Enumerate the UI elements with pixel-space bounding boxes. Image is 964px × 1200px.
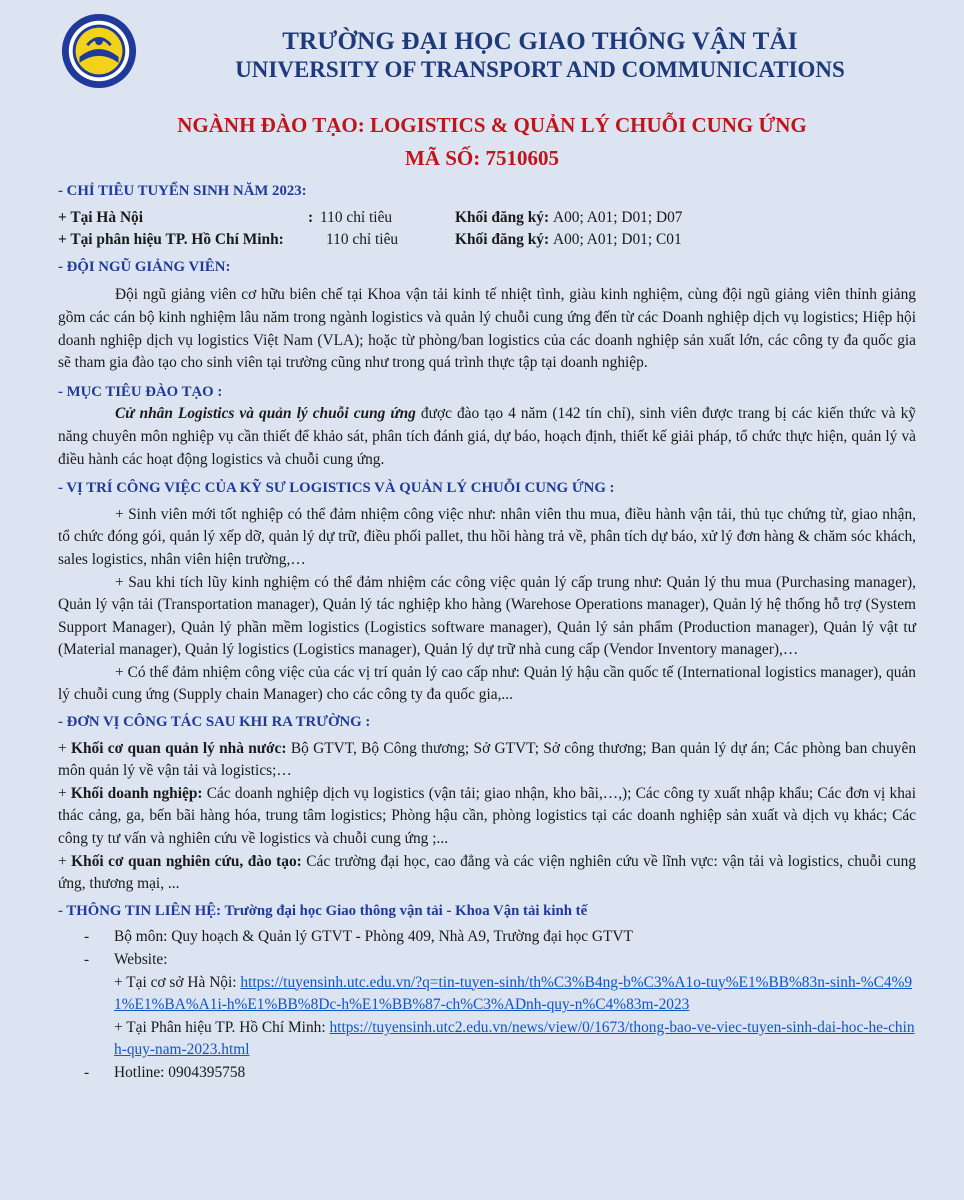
workplace-government-label: Khối cơ quan quản lý nhà nước: bbox=[71, 739, 287, 757]
bullet-dash: - bbox=[84, 951, 90, 968]
workplace-business bbox=[58, 783, 916, 851]
workplace-research bbox=[58, 851, 916, 896]
program-title: NGÀNH ĐÀO TẠO: LOGISTICS & QUẢN LÝ CHUỖI CUNG ỨNG bbox=[177, 113, 807, 137]
content bbox=[58, 180, 916, 1085]
quota-hcm-label: + Tại phân hiệu TP. Hồ Chí Minh: bbox=[58, 231, 284, 249]
faculty-text: Đội ngũ giảng viên cơ hữu biên chế tại Khoa vận tải kinh tế nhiệt tình, giàu kinh nghiệm, cùng đội ngũ giảng viên thỉnh giảng gồm các cán bộ kinh nghiệm lâu năm trong ngành logistics và quản lý chuỗi cung ứng đến từ các Doanh nghiệp dịch vụ logistics; Hiệp hội doanh nghiệp dịch vụ logistics Việt Nam (VLA); hoặc từ phòng/ban logistics của các doanh nghiệp sản xuất lớn, các công ty đa quốc gia sẽ tham gia đào tạo cho sinh viên tại trường cũng như trong quá trình thực tập tại doanh nghiệp. bbox=[58, 286, 916, 372]
contact-heading: - THÔNG TIN LIÊN HỆ: Trường đại học Giao thông vận tải - Khoa Vận tải kinh tế bbox=[58, 902, 588, 919]
workplace-research-text: Các trường đại học, cao đẳng và các viện nghiên cứu về lĩnh vực: vận tải và logistics, chuỗi cung ứng, thương mại, ... bbox=[58, 852, 916, 893]
objective-lead: Cử nhân Logistics và quản lý chuỗi cung ứng bbox=[115, 405, 416, 423]
workplace-business-label: Khối doanh nghiệp: bbox=[70, 784, 203, 802]
jobs-mid-level: + Sau khi tích lũy kinh nghiệm có thể đảm nhiệm các công việc quản lý cấp trung như: Quản lý thu mua (Purchasing manager), Quản lý vận tải (Transportation manager), Quản lý tác nghiệp kho hàng (Warehose Operations manager), Quản lý hệ thống hỗ trợ (System Support Manager), Quản lý phần mềm logistics (Logistics software manager), Quản lý sản phẩm (Production manager), Quản lý vật tư (Material manager), Quản lý logistics (Logistics manager), Quản lý dự trữ nhà cung cấp (Vendor Inventory manager),… bbox=[58, 573, 916, 659]
quota-hanoi-block-value: A00; A01; D01; D07 bbox=[552, 208, 683, 226]
contact-dept-item bbox=[58, 926, 916, 949]
objective-heading: - MỤC TIÊU ĐÀO TẠO : bbox=[58, 383, 223, 400]
workplace-business-text: Các doanh nghiệp dịch vụ logistics (vận tải; giao nhận, kho bãi,…,); Các công ty xuất nhập khẩu; Các đơn vị khai thác cảng, ga, bến bãi hàng hóa, trung tâm logistics; Phòng hậu cần, phòng logistics tại các doanh nghiệp sản xuất và dịch vụ khác; Các công ty tư vấn và nghiên cứu về logistics và chuỗi cung ứng ;... bbox=[58, 784, 917, 848]
contact-hanoi-line bbox=[58, 972, 916, 1017]
contact-hanoi-label: + Tại cơ sở Hà Nội: bbox=[114, 973, 241, 991]
quota-hanoi-label: + Tại Hà Nội bbox=[58, 208, 144, 226]
contact-hcm-label: + Tại Phân hiệu TP. Hồ Chí Minh: bbox=[114, 1018, 330, 1036]
contact-dept: Bộ môn: Quy hoạch & Quản lý GTVT - Phòng 409, Nhà A9, Trường đại học GTVT bbox=[114, 928, 633, 946]
bullet-dash: - bbox=[84, 1063, 90, 1081]
quota-hanoi-value: 110 chỉ tiêu bbox=[320, 208, 393, 226]
objective-paragraph bbox=[58, 403, 916, 471]
quota-hanoi-block-label: Khối đăng ký: bbox=[455, 208, 550, 226]
contact-website-item bbox=[58, 949, 916, 972]
bullet-dash: - bbox=[84, 928, 90, 946]
workplaces-heading: - ĐƠN VỊ CÔNG TÁC SAU KHI RA TRƯỜNG : bbox=[58, 714, 371, 731]
school-name-vi: TRƯỜNG ĐẠI HỌC GIAO THÔNG VẬN TẢI bbox=[282, 28, 798, 55]
objective-text: được đào tạo 4 năm (142 tín chỉ), sinh viên được trang bị các kiến thức và kỹ năng chuyên môn nghiệp vụ cần thiết để khảo sát, phân tích đánh giá, dự báo, hoạch định, thiết kế giải pháp, tổ chức thực hiện, quản lý và điều hành các hoạt động logistics và chuỗi cung ứng. bbox=[58, 405, 916, 468]
contact-website-label: Website: bbox=[114, 951, 168, 968]
quota-hcm-row bbox=[58, 229, 916, 252]
quota-hcm-block-label: Khối đăng ký: bbox=[455, 231, 550, 249]
quota-hcm-value: 110 chỉ tiêu bbox=[326, 231, 399, 249]
contact-hotline: Hotline: 0904395758 bbox=[114, 1063, 246, 1081]
university-logo bbox=[60, 12, 138, 90]
contact-hotline-item bbox=[58, 1062, 916, 1085]
jobs-senior-level: + Có thể đảm nhiệm công việc của các vị trí quản lý cao cấp như: Quản lý hậu cần quốc tế (International logistics manager), quản lý chuỗi cung ứng (Supply chain Manager) cho các công ty đa quốc gia,... bbox=[58, 663, 916, 704]
quota-hanoi-row bbox=[58, 207, 916, 230]
faculty-heading: - ĐỘI NGŨ GIẢNG VIÊN: bbox=[58, 258, 231, 275]
workplace-research-prefix: + bbox=[58, 852, 72, 870]
contact-hcm-line bbox=[58, 1017, 916, 1062]
contact-hanoi-link[interactable]: https://tuyensinh.utc.edu.vn/?q=tin-tuyen-sinh/th%C3%B4ng-b%C3%A1o-tuy%E1%BB%83n-sinh-%C4%91%E1%BA%A1i-h%E1%BB%8Dc-h%E1%BB%87-ch%C3%ADnh-quy-n%C4%83m-2023 bbox=[114, 973, 913, 1014]
quota-hcm-block-value: A00; A01; D01; C01 bbox=[552, 231, 682, 249]
contact-hcm-link[interactable]: https://tuyensinh.utc2.edu.vn/news/view/0/1673/thong-bao-ve-viec-tuyen-sinh-dai-hoc-he-chinh-quy-nam-2023.html bbox=[114, 1018, 915, 1059]
workplace-research-label: Khối cơ quan nghiên cứu, đào tạo: bbox=[71, 852, 302, 870]
jobs-entry-level: + Sinh viên mới tốt nghiệp có thể đảm nhiệm công việc như: nhân viên thu mua, điều hành vận tải, thủ tục chứng từ, giao nhận, tổ chức đóng gói, quản lý xếp dỡ, quản lý dự trữ, điều phối pallet, thu hồi hàng trả về, phân tích dự báo, xử lý đơn hàng & chăm sóc khách, sales logistics, nhân viên hiện trường,… bbox=[58, 505, 916, 568]
workplace-government-prefix: + bbox=[58, 739, 71, 757]
workplace-government-text: Bộ GTVT, Bộ Công thương; Sở GTVT; Sở công thương; Ban quản lý dự án; Các phòng ban chuyên môn quản lý về vận tải và logistics;… bbox=[58, 739, 917, 780]
jobs-heading: - VỊ TRÍ CÔNG VIỆC CỦA KỸ SƯ LOGISTICS VÀ QUẢN LÝ CHUỖI CUNG ỨNG : bbox=[58, 480, 615, 497]
quota-heading: - CHỈ TIÊU TUYỂN SINH NĂM 2023: bbox=[58, 183, 307, 199]
workplace-business-prefix: + bbox=[58, 784, 71, 802]
program-code: MÃ SỐ: 7510605 bbox=[405, 146, 559, 170]
quota-hanoi-colon: : bbox=[308, 208, 314, 226]
workplace-government bbox=[58, 738, 916, 783]
school-name-en: UNIVERSITY OF TRANSPORT AND COMMUNICATIONS bbox=[235, 57, 845, 82]
